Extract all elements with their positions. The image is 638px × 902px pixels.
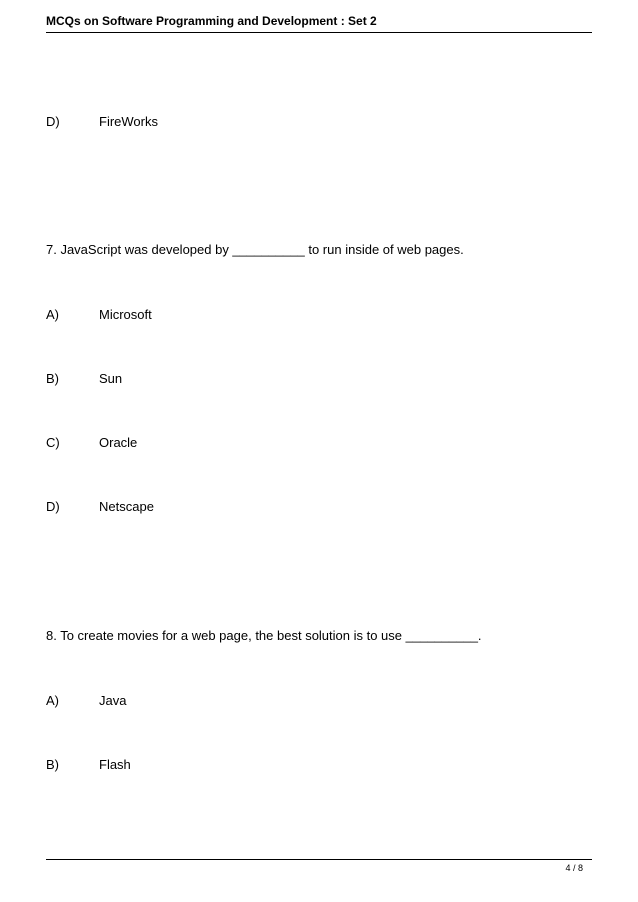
- option-text: Sun: [99, 371, 123, 386]
- page-header: [46, 12, 592, 33]
- option-text: Oracle: [99, 435, 138, 450]
- option-letter: B): [46, 757, 59, 772]
- option-letter: D): [46, 499, 60, 514]
- question-text: 8. To create movies for a web page, the best solution is to use __________.: [46, 628, 482, 643]
- option-text: Java: [99, 693, 127, 708]
- page-footer: [46, 859, 592, 873]
- option-letter: A): [46, 307, 59, 322]
- document-title: MCQs on Software Programming and Development : Set 2: [46, 14, 377, 28]
- option-letter: A): [46, 693, 59, 708]
- option-text: Microsoft: [99, 307, 152, 322]
- option-text: FireWorks: [99, 114, 158, 129]
- option-letter: B): [46, 371, 59, 386]
- option-letter: D): [46, 114, 60, 129]
- page-number: 4 / 8: [565, 863, 583, 873]
- option-text: Netscape: [99, 499, 154, 514]
- option-text: Flash: [99, 757, 131, 772]
- question-text: 7. JavaScript was developed by __________ to run inside of web pages.: [46, 242, 464, 257]
- option-letter: C): [46, 435, 60, 450]
